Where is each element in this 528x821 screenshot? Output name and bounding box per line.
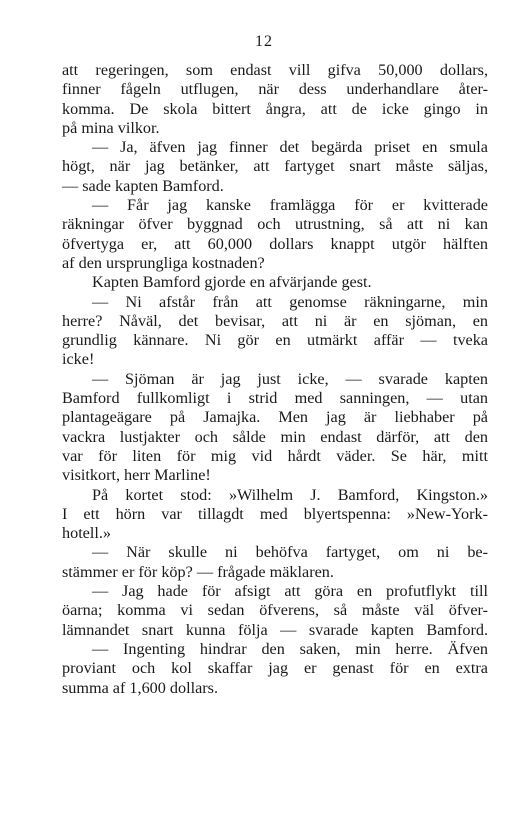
text-line: herre? Nåväl, det bevisar, att ni är en sjöman, en (62, 311, 488, 330)
body-text (62, 61, 488, 698)
text-line: vackra lustjakter och sålde min endast därför, att den (62, 427, 488, 446)
text-line: finner fågeln utflugen, när dess underhandlare åter- (62, 80, 488, 99)
text-line: stämmer er för köp? — frågade mäklaren. (62, 562, 334, 581)
text-line: Bamford fullkomligt i strid med sanningen, — utan (62, 389, 488, 408)
text-line: komma. De skola bittert ångra, att de icke gingo in (62, 99, 488, 118)
text-line: öfvertyga er, att 60,000 dollars knappt utgör hälften (62, 234, 488, 253)
text-line: — Jag hade för afsigt att göra en profutflykt till (92, 582, 488, 601)
text-line: plantageägare på Jamajka. Men jag är liebhaber på (62, 408, 488, 427)
text-line: proviant och kol skaffar jag er genast för en extra (62, 659, 488, 678)
text-line: — sade kapten Bamford. (62, 176, 224, 195)
text-line: att regeringen, som endast vill gifva 50,000 dollars, (62, 61, 488, 79)
text-line: På kortet stod: »Wilhelm J. Bamford, Kingston.» (92, 485, 488, 504)
text-line: Kapten Bamford gjorde en afvärjande gest. (92, 273, 372, 292)
text-line: — Får jag kanske framlägga för er kvitterade (92, 196, 488, 215)
text-line: räkningar öfver byggnad och utrustning, så att ni kan (62, 215, 488, 234)
text-line: af den ursprungliga kostnaden? (62, 253, 265, 272)
text-line: hotell.» (62, 524, 112, 543)
text-line: på mina vilkor. (62, 118, 160, 137)
text-line: I ett hörn var tillagdt med blyertspenna: »New-York- (62, 504, 488, 523)
text-line: visitkort, herr Marline! (62, 466, 211, 485)
text-line: — När skulle ni behöfva fartyget, om ni be- (92, 543, 488, 562)
text-line: — Ni afstår från att genomse räkningarne, min (92, 292, 488, 311)
text-line: icke! (62, 350, 95, 369)
text-line: lämnandet snart kunna följa — svarade kapten Bamford. (62, 620, 488, 639)
text-line: högt, när jag betänker, att fartyget snart måste säljas, (62, 157, 488, 176)
text-line: summa af 1,600 dollars. (62, 678, 219, 697)
text-line: — Ingenting hindrar den saken, min herre. Äfven (92, 639, 488, 658)
text-line: öarna; komma vi sedan öfverens, så måste väl öfver- (62, 601, 488, 620)
text-line: — Ja, äfven jag finner det begärda priset en smula (92, 138, 488, 157)
text-line: var för liten för mig vid hårdt väder. Se här, mitt (62, 446, 488, 465)
text-line: — Sjöman är jag just icke, — svarade kapten (92, 369, 488, 388)
page-number: 12 (255, 33, 273, 50)
text-line: grundlig kännare. Ni gör en utmärkt affär — tveka (62, 331, 488, 350)
